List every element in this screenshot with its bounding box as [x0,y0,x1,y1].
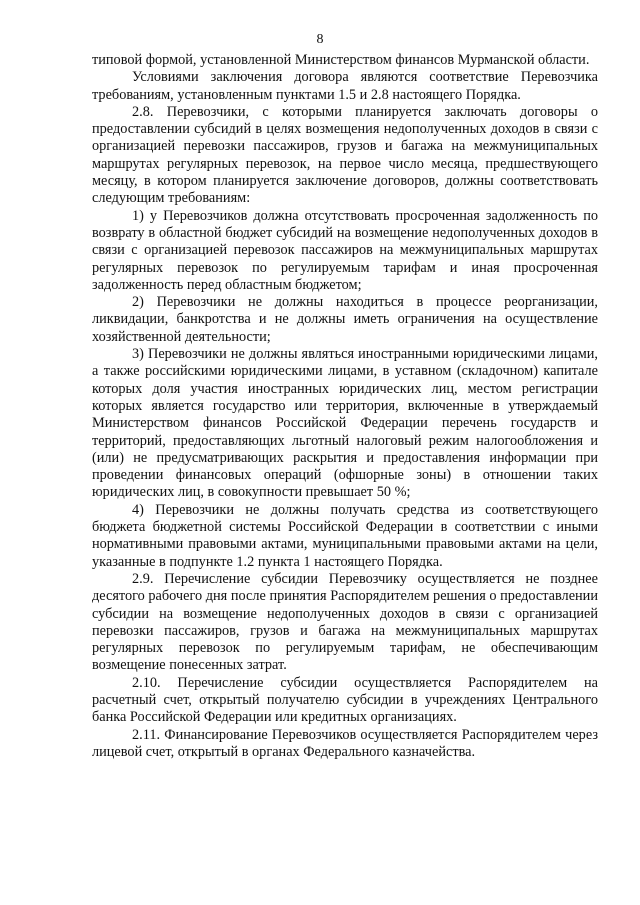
paragraph-2-8: 2.8. Перевозчики, с которыми планируется заключать договоры о предоставлении субсидий в целях возмещения недополученных доходов в связи с организацией перевозки пассажиров, грузов и багажа на межмуниципальных маршрутах регулярных перевозок, на первое число месяца, предшествующего месяцу, в котором планируется заключение договоров, должны соответствовать следующим требованиям: [92,103,598,207]
requirement-3: 3) Перевозчики не должны являться иностранными юридическими лицами, а также российскими юридическими лицами, в уставном (складочном) капитале которых доля участия иностранных юридических лиц, местом регистрации которых является государство или территория, включенные в утверждаемый Министерством финансов Российской Федерации перечень государств и территорий, предоставляющих льготный налоговый режим налогообложения и (или) не предусматривающих раскрытия и предоставления информации при проведении финансовых операций (офшорные зоны) в отношении таких юридических лиц, в совокупности превышает 50 %; [92,346,598,501]
page-number: 8 [316,32,324,47]
paragraph-2-10: 2.10. Перечисление субсидии осуществляется Распорядителем на расчетный счет, открытый получателю субсидии в учреждениях Центрального банка Российской Федерации или кредитных организациях. [92,674,598,726]
paragraph-2-11: 2.11. Финансирование Перевозчиков осуществляется Распорядителем через лицевой счет, открытый в органах Федерального казначейства. [92,726,598,760]
document-body [92,52,598,761]
requirement-4: 4) Перевозчики не должны получать средства из соответствующего бюджета бюджетной системы Российской Федерации в соответствии с иными нормативными правовыми актами, муниципальными правовыми актами на цели, указанные в подпункте 1.2 пункта 1 настоящего Порядка. [92,501,598,570]
requirement-1: 1) у Перевозчиков должна отсутствовать просроченная задолженность по возврату в областной бюджет субсидий на возмещение недополученных доходов в связи с организацией перевозок пассажиров на межмуниципальных маршрутах регулярных перевозок по регулируемым тарифам и иная просроченная задолженность перед областным бюджетом; [92,207,598,293]
requirement-2: 2) Перевозчики не должны находиться в процессе реорганизации, ликвидации, банкротства и не должны иметь ограничения на осуществление хозяйственной деятельности; [92,294,598,345]
paragraph-continuation: типовой формой, установленной Министерством финансов Мурманской области. [92,52,590,68]
paragraph-contract-conditions: Условиями заключения договора являются соответствие Перевозчика требованиям, установленным пунктами 1.5 и 2.8 настоящего Порядка. [92,69,598,103]
paragraph-2-9: 2.9. Перечисление субсидии Перевозчику осуществляется не позднее десятого рабочего дня после принятия Распорядителем решения о предоставлении субсидии на возмещение недополученных доходов в связи с организацией перевозки пассажиров, грузов и багажа на межмуниципальных маршрутах регулярных перевозок по регулируемым тарифам, не обеспечивающим возмещение понесенных затрат. [92,570,598,674]
